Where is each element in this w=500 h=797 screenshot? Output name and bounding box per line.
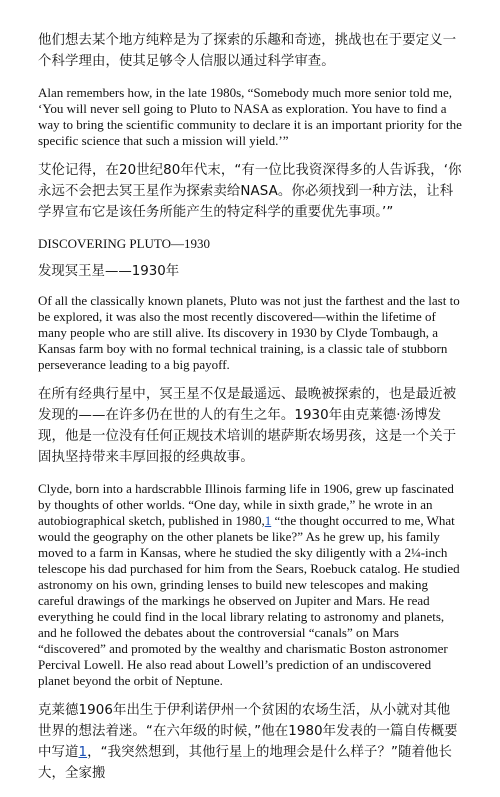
paragraph-en-clyde-bio <box>38 481 462 689</box>
paragraph-zh-alan-quote: 艾伦记得，在20世纪80年代末，“有一位比我资深得多的人告诉我，‘你永远不会把去冥王星作为探索卖给NASA。你必须找到一种方法，让科学界宣布它是该任务所能产生的特定科学的重要优先事项。’” <box>38 163 462 220</box>
document-page <box>38 30 462 797</box>
section-heading-en: DISCOVERING PLUTO—1930 <box>38 236 211 251</box>
paragraph-en-alan-quote: Alan remembers how, in the late 1980s, “Somebody much more senior told me, ‘You will never sell going to Pluto to NASA as exploration. You have to find a way to bring the scientific community to declare it is an important priority for the specific science that such a mission will yield.’” <box>38 85 462 148</box>
clyde-bio-zh-before: 克莱德1906年出生于伊利诺伊州一个贫困的农场生活，从小就对其他世界的想法着迷。“在六年级的时候，”他在1980年发表的一篇自传概要中写道 <box>38 703 458 760</box>
paragraph-en-pluto-discovery: Of all the classically known planets, Pluto was not just the farthest and the last to be explored, it was also the most recently discovered—within the lifetime of many people who are still alive. Its discovery in 1930 by Clyde Tombaugh, a Kansas farm boy with no formal technical training, is a classic tale of stubborn perseverance leading to a big payoff. <box>38 293 460 372</box>
clyde-bio-zh-after: ，“我突然想到，其他行星上的地理会是什么样子？”随着他长大，全家搬 <box>38 745 452 781</box>
footnote-link-1[interactable]: 1 <box>264 513 272 528</box>
clyde-bio-text-before: Clyde, born into a hardscrabble Illinois farming life in 1906, grew up fascinated by thoughts of other worlds. “One day, while in sixth grade,” he wrote in an autobiographical sketch, published in 1980, <box>38 481 454 528</box>
paragraph-zh-intro: 他们想去某个地方纯粹是为了探索的乐趣和奇迹，挑战也在于要定义一个科学理由，使其足够令人信服以通过科学审查。 <box>38 33 457 69</box>
section-heading-zh: 发现冥王星——1930年 <box>38 264 180 279</box>
footnote-link-1-zh[interactable]: 1 <box>78 745 88 760</box>
clyde-bio-text-after: “the thought occurred to me, What would the geography on the other planets be like?” As he grew up, his family moved to a farm in Kansas, where he studied the sky diligently with a 2¼-inch telescope his dad purchased for him from the Sears, Roebuck catalog. He studied astronomy on his own, grinding lenses to build new telescopes and making careful drawings of the markings he observed on Jupiter and Mars. He read everything he could find in the local library relating to astronomy and planets, and he followed the debates about the controversial “canals” on Mars “discovered” and promoted by the wealthy and charismatic Boston astronomer Percival Lowell. He also read about Lowell’s prediction of an undiscovered planet beyond the orbit of Neptune. <box>38 513 460 688</box>
paragraph-zh-clyde-bio <box>38 700 462 784</box>
paragraph-zh-pluto-discovery: 在所有经典行星中，冥王星不仅是最遥远、最晚被探索的，也是最近被发现的——在许多仍在世的人的有生之年。1930年由克莱德·汤博发现，他是一位没有任何正规技术培训的堪萨斯农场男孩，这是一个关于固执坚持带来丰厚回报的经典故事。 <box>38 387 457 465</box>
